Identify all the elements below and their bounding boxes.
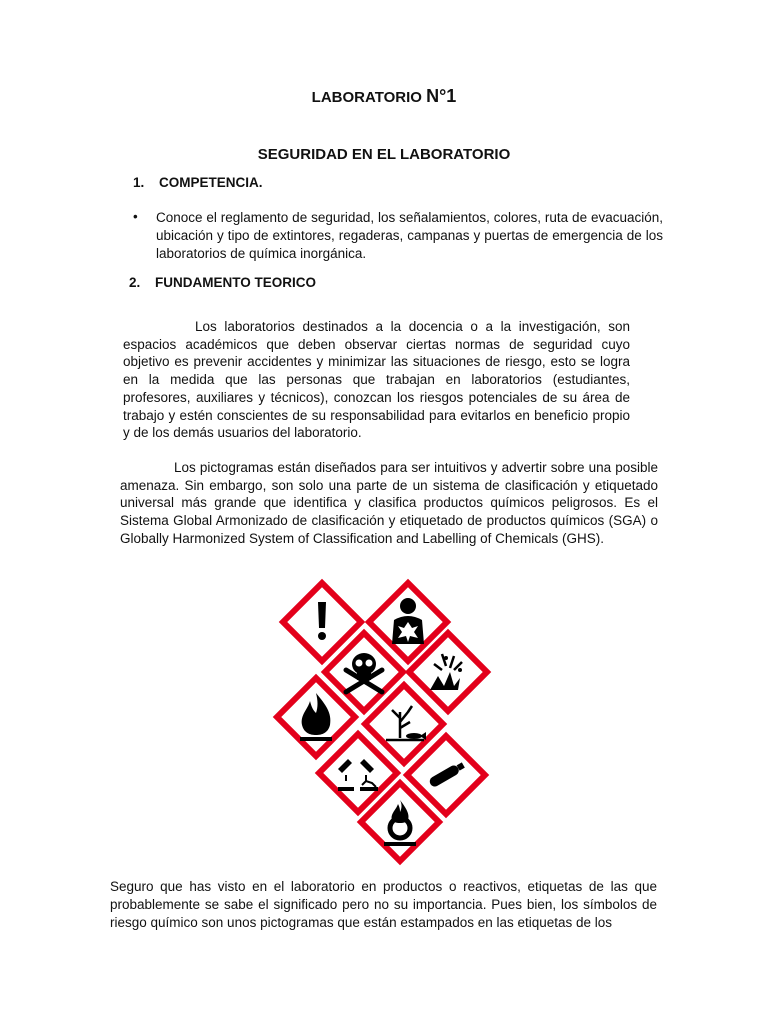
title-prefix: LABORATORIO [311, 89, 427, 106]
section-number: 2. [129, 275, 141, 290]
section-heading: FUNDAMENTO TEORICO [155, 275, 316, 290]
bullet-marker: • [133, 209, 138, 224]
title-number: N°1 [426, 86, 457, 106]
bullet-text: Conoce el reglamento de seguridad, los señalamientos, colores, ruta de evacuación, ubicación y tipo de extintores, regaderas, campanas y puertas de emergencia de los laboratorios de química inorgánica. [156, 210, 663, 261]
section-heading: COMPETENCIA. [159, 175, 263, 190]
paragraph-1: Los laboratorios destinados a la docencia o a la investigación, son espacios académicos que deben observar ciertas normas de seguridad cuyo objetivo es prevenir accidentes y minimizar las situaciones de riesgo, esto se logra en la medida que las personas que trabajan en laboratorios (estudiantes, profesores, auxiliares y técnicos), conozcan los riesgos potenciales de su área de trabajo y estén conscientes de su responsabilidad para evitarlos en beneficio propio y de los demás usuarios del laboratorio. [123, 319, 630, 441]
section-number: 1. [133, 175, 145, 190]
paragraph-2: Los pictogramas están diseñados para ser intuitivos y advertir sobre una posible amenaza. Sin embargo, son solo una parte de un sistema de clasificación y etiquetado universal más grande que identifica y clasifica productos químicos peligrosos. Es el Sistema Global Armonizado de clasificación y etiquetado de productos químicos (SGA) o Globally Harmonized System of Classification and Labelling of Chemicals (GHS). [120, 460, 658, 546]
document-subtitle: SEGURIDAD EN EL LABORATORIO [257, 146, 511, 163]
paragraph-3: Seguro que has visto en el laboratorio en productos o reactivos, etiquetas de las que probablemente se sabe el significado pero no su importancia. Pues bien, los símbolos de riesgo químico son unos pictogramas que están estampados en las etiquetas de los [110, 879, 657, 930]
